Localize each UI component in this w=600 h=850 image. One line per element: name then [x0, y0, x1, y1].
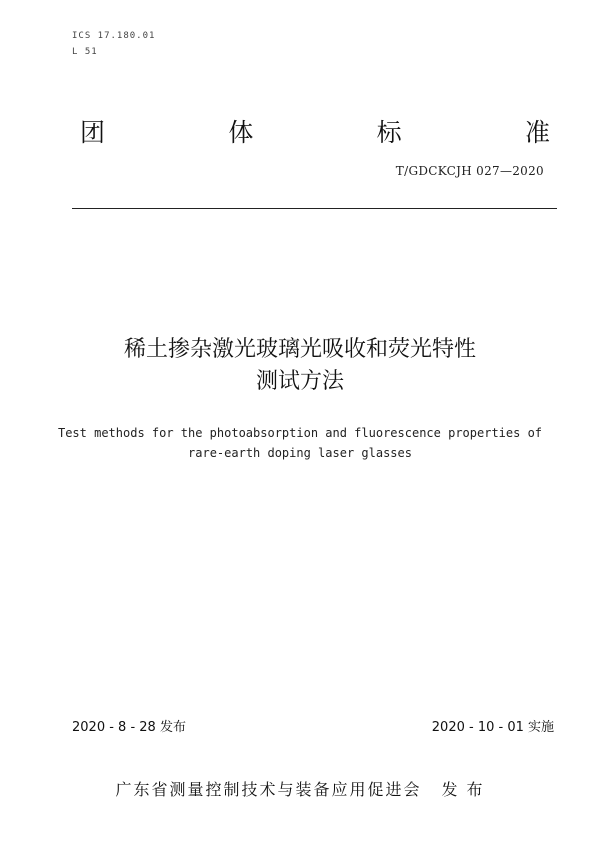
english-title-line-2: rare-earth doping laser glasses: [188, 446, 412, 460]
standard-number: T/GDCKCJH 027—2020: [395, 164, 544, 178]
english-title-line-1: Test methods for the photoabsorption and fluorescence properties of: [57, 426, 543, 440]
issuer-action: 发 布: [441, 780, 485, 799]
chinese-title-line-1: 稀土掺杂激光玻璃光吸收和荧光特性: [123, 337, 476, 362]
standard-type-heading: [80, 114, 550, 148]
header-divider: [72, 208, 557, 209]
standard-type-char: 团: [80, 118, 106, 147]
issuer-name: 广东省测量控制技术与装备应用促进会: [115, 780, 422, 799]
chinese-title-line-2: 测试方法: [255, 369, 344, 394]
standard-type-char: 标: [376, 118, 402, 147]
implement-date: 2020 - 10 - 01 实施: [431, 720, 554, 735]
standard-type-char: 体: [228, 118, 254, 147]
chinese-title: [0, 334, 600, 398]
standard-type-char: 准: [524, 118, 550, 147]
ccs-code: L 51: [72, 47, 98, 57]
english-title: [20, 423, 580, 463]
ics-code: ICS 17.180.01: [72, 31, 156, 41]
issuer-line: [0, 777, 600, 800]
publish-date: 2020 - 8 - 28 发布: [72, 720, 186, 735]
